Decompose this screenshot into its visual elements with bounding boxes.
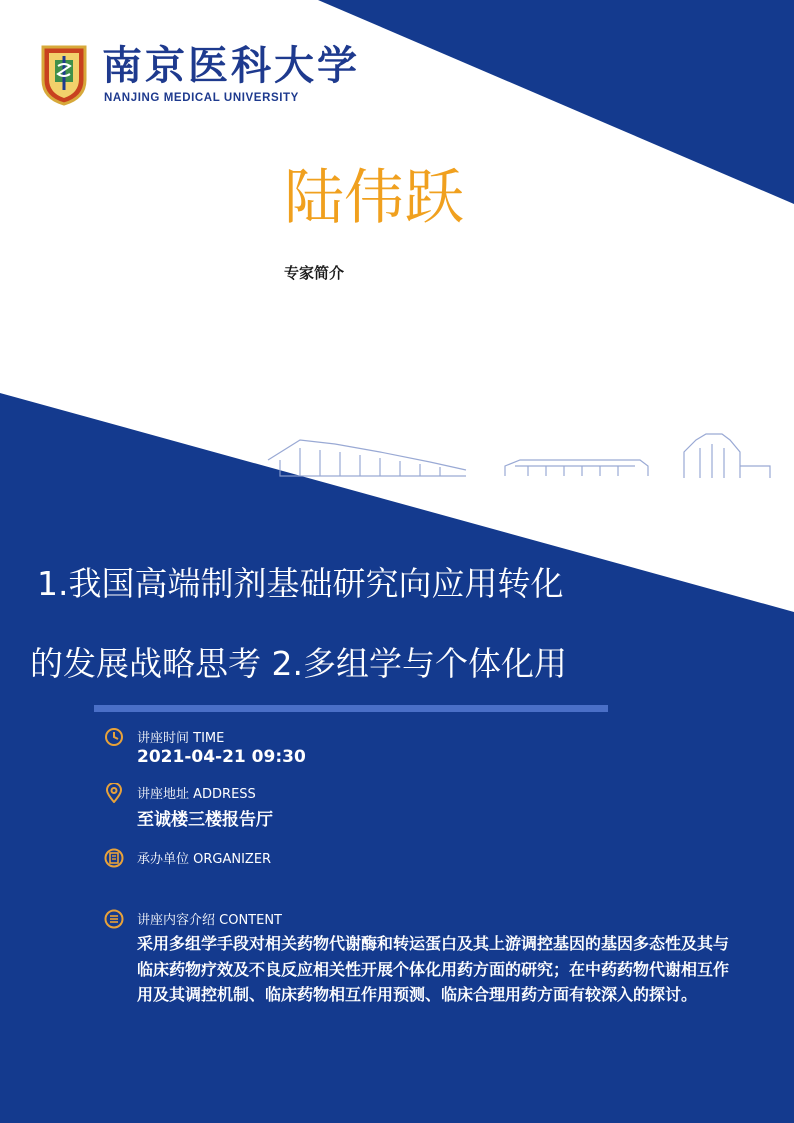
- speaker-name: 陆伟跃: [284, 163, 464, 233]
- address-label: 讲座地址 ADDRESS: [137, 787, 256, 802]
- university-seal-icon: [40, 44, 88, 106]
- bio-label: 专家简介: [284, 264, 345, 282]
- university-name-cn: 南京医科大学: [102, 42, 360, 89]
- campus-skyline-drawing: [268, 434, 770, 478]
- time-value: 2021-04-21 09:30: [137, 747, 306, 767]
- lecture-title-line-1: 1.我国高端制剂基础研究向应用转化: [37, 564, 564, 603]
- address-value: 至诚楼三楼报告厅: [137, 810, 273, 830]
- university-name-en: NANJING MEDICAL UNIVERSITY: [104, 92, 299, 104]
- title-divider: [94, 705, 608, 712]
- bottom-blue-shape: [0, 393, 794, 1123]
- clock-icon: [104, 727, 124, 747]
- location-pin-icon: [104, 783, 124, 803]
- content-description: 采用多组学手段对相关药物代谢酶和转运蛋白及其上游调控基因的基因多态性及其与临床药物疗效及不良反应相关性开展个体化用药方面的研究；在中药药物代谢相互作用及其调控机制、临床药物相互作用预测、临床合理用药方面有较深入的探讨。: [137, 934, 730, 1004]
- document-list-icon: [104, 909, 124, 929]
- university-logo: [40, 44, 360, 106]
- content-label: 讲座内容介绍 CONTENT: [137, 913, 282, 928]
- organizer-label: 承办单位 ORGANIZER: [137, 852, 272, 867]
- building-icon: [104, 848, 124, 868]
- lecture-title-line-2: 的发展战略思考 2.多组学与个体化用: [30, 644, 567, 683]
- time-label: 讲座时间 TIME: [137, 731, 225, 746]
